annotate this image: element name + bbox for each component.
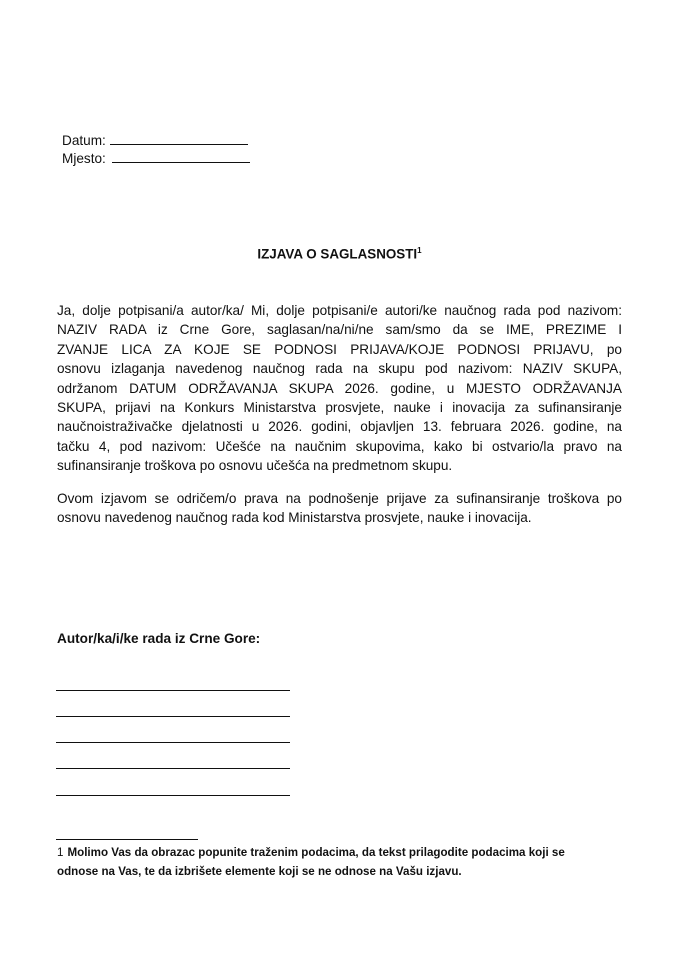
date-blank[interactable] bbox=[110, 132, 248, 145]
waiver-paragraph bbox=[57, 489, 622, 528]
paragraph-line: Ovom izjavom se odričem/o prava na podnošenje prijave za sufinansiranje troškova po bbox=[57, 491, 622, 506]
footnote-line: odnose na Vas, te da izbrišete elemente koji se ne odnose na Vašu izjavu. bbox=[57, 865, 462, 879]
footnote bbox=[57, 845, 622, 880]
footnote-line bbox=[57, 845, 622, 864]
paragraph-line: osnovu izlaganja navedenog naučnog rada na skupu pod nazivom: NAZIV SKUPA, bbox=[57, 361, 622, 377]
signature-line[interactable] bbox=[56, 690, 290, 691]
paragraph-line: NAZIV RADA iz Crne Gore, saglasan/na/ni/ne sam/smo da se IME, PREZIME I bbox=[57, 322, 622, 338]
place-field[interactable] bbox=[62, 150, 250, 166]
paragraph-line: održanom DATUM ODRŽAVANJA SKUPA 2026. godine, u MJESTO ODRŽAVANJA bbox=[57, 380, 622, 396]
signature-line[interactable] bbox=[56, 795, 290, 796]
place-blank[interactable] bbox=[112, 150, 250, 163]
authors-heading: Autor/ka/i/ke rada iz Crne Gore: bbox=[57, 631, 261, 646]
paragraph-line: ZVANJE LICA ZA KOJE SE PODNOSI PRIJAVA/KOJE PODNOSI PRIJAVU, po bbox=[57, 341, 622, 357]
place-label: Mjesto: bbox=[62, 151, 106, 166]
paragraph-line: Ja, dolje potpisani/a autor/ka/ Mi, dolje potpisani/e autori/ke naučnog rada pod nazivom: bbox=[57, 303, 622, 318]
signature-line[interactable] bbox=[56, 742, 290, 743]
footnote-separator bbox=[56, 839, 198, 840]
date-label: Datum: bbox=[62, 133, 106, 148]
paragraph-line: osnovu navedenog naučnog rada kod Ministarstva prosvjete, nauke i inovacija. bbox=[57, 510, 532, 526]
document-title bbox=[0, 246, 679, 261]
paragraph-line: tačku 4, pod nazivom: Učešće na naučnim skupovima, kako bi ostvario/la pravo na bbox=[57, 438, 622, 454]
footnote-ref: 1 bbox=[417, 246, 422, 255]
title-text: IZJAVA O SAGLASNOSTI bbox=[257, 246, 418, 262]
footnote-number: 1 bbox=[57, 846, 64, 859]
date-field[interactable] bbox=[62, 132, 248, 148]
consent-paragraph bbox=[57, 301, 622, 476]
paragraph-line: SKUPA, prijavi na Konkurs Ministarstva prosvjete, nauke i inovacija za sufinansiranje bbox=[57, 399, 622, 415]
signature-line[interactable] bbox=[56, 716, 290, 717]
signature-line[interactable] bbox=[56, 768, 290, 769]
paragraph-line: naučnoistraživačke djelatnosti u 2026. godini, objavljen 13. februara 2026. godine, na bbox=[57, 419, 622, 435]
footnote-text: Molimo Vas da obrazac popunite traženim podacima, da tekst prilagodite podacima koji se bbox=[67, 846, 565, 859]
paragraph-line: sufinansiranje troškova po osnovu učešća na predmetnom skupu. bbox=[57, 458, 453, 474]
